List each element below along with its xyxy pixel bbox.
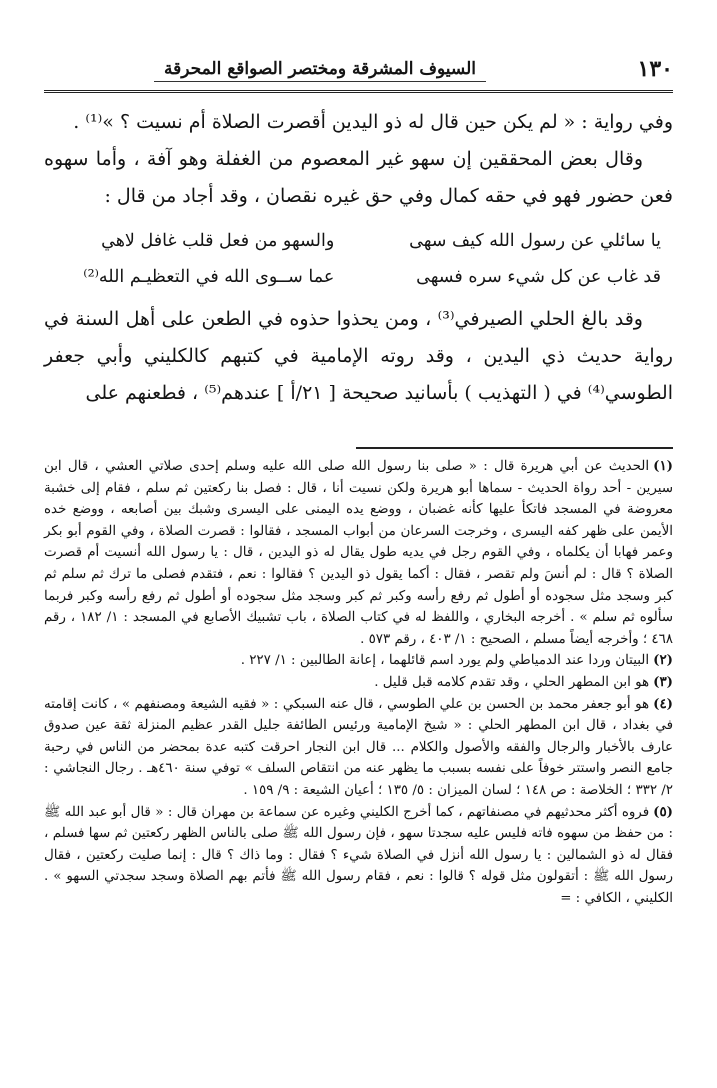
paragraph: وقد بالغ الحلي الصيرفي⁽³⁾ ، ومن يحذوا حذوه في الطعن على أهل السنة في رواية حديث ذي اليدين ، وقد روته الإمامية في كتبهم كالكليني وأبي جعفر الطوسي⁽⁴⁾ في ( التهذيب ) بأسانيد صحيحة [ ٢١/أ ] عندهم⁽⁵⁾ ، فطعنهم على: [44, 308, 673, 404]
footnote-text: فروه أكثر محدثيهم في مصنفاتهم ، كما أخرج الكليني وغيره عن سماعة بن مهران قال : « قال أبو عبد الله ﷺ : من حفظ من سهوه فاته فليس عليه سجدتا سهو ، فإن رسول الله ﷺ صلى بالناس الظهر ركعتين ثم سها فسلم ، فقال له ذو الشمالين : يا رسول الله أنزل في الصلاة شيء ؟ فقال : وما ذاك ؟ قال : إنما صليت ركعتين ، فقال رسول الله ﷺ : أتقولون مثل قوله ؟ قالوا : نعم ، فقام رسول الله ﷺ فأتم بهم الصلاة وسجد سجدتي السهو » . الكليني ، الكافي : =: [44, 804, 673, 906]
poem-verses: [44, 223, 673, 295]
page-number: ١٣٠: [637, 56, 673, 82]
footnote-number: (٥): [653, 803, 673, 820]
main-text: [44, 104, 673, 412]
verse-second-hemistich: عما ســوى الله في التعظيـم الله⁽²⁾: [83, 267, 335, 287]
footnote: [44, 694, 673, 802]
footnote-text: البيتان وردا عند الدمياطي ولم يورد اسم قائلهما ، إعانة الطالبين : ١/ ٢٢٧ .: [240, 653, 650, 669]
footnote-text: الحديث عن أبي هريرة قال : « صلى بنا رسول الله صلى الله عليه وسلم إحدى صلاتي العشي ، قال ابن سيرين - أحد رواة الحديث - سماها أبو هريرة ولكن نسيت أنا ، قال : فصل بنا ركعتين ثم سلم ، فقام إلى خشبة معروضة في المسجد فاتكأ عليها كأنه غضبان ، ووضع يده اليمنى على اليسرى وشبك بين أصابعه ، ووضع خده الأيمن على ظهر كفه اليسرى ، وخرجت السرعان من أبواب المسجد ، فقالوا : قصرت الصلاة ، وفي القوم أبو بكر وعمر فهابا أن يكلماه ، وفي القوم رجل في يديه طول يقال له ذو اليدين ، قال : يا رسول الله أنسيت أم قصرت الصلاة ؟ قال : لم أنسَ ولم تقصر ، فقال : أكما يقول ذو اليدين ؟ فقالوا : نعم ، فتقدم فصلى ما ترك ثم سلم ثم كبر وسجد مثل سجوده أو أطول ثم رفع رأسه وكبر ثم كبر وسجد مثل سجوده أو أطول ثم رفع رأسه وكبر فربما سألوه ثم سلم » . أخرجه البخاري ، واللفظ له في كتاب الصلاة ، باب تشبيك الأصابع في المسجد : ١/ ١٨٢ ، رقم ٤٦٨ ؛ وأخرجه أيضاً مسلم ، الصحيح : ١/ ٤٠٣ ، رقم ٥٧٣ .: [44, 459, 674, 647]
running-title: السيوف المشرقة ومختصر الصواقع المحرقة: [154, 57, 486, 82]
verse-second-hemistich: والسهو من فعل قلب غافل لاهي: [101, 231, 335, 251]
footnote-number: (٢): [653, 652, 673, 669]
paragraph: وفي رواية : « لم يكن حين قال له ذو اليدين أقصرت الصلاة أم نسيت ؟ »⁽¹⁾ .: [73, 111, 673, 133]
footnote-text: هو أبو جعفر محمد بن الحسن بن علي الطوسي ، قال عنه السبكي : « فقيه الشيعة ومصنفهم » ، كانت إقامته في بغداد ، قال ابن المطهر الحلي : « شيخ الإمامية ورئيس الطائفة جليل القدر عظيم المنزلة ثقة عين صدوق عارف بالأخبار والرجال والفقه والأصول والكلام ... قال ابن النجار احرقت كتبه عدة بمحضر من الناس في رحبة جامع النصر واستتر خوفاً على نفسه بسبب ما يظهر عنه من انتقاص السلف » توفي سنة ٤٦٠هـ . رجال النجاشي : ٢/ ٣٣٢ ؛ الخلاصة : ص ١٤٨ ؛ لسان الميزان : ٥/ ١٣٥ ؛ أعيان الشيعة : ٩/ ١٥٩ .: [44, 696, 673, 798]
footnote: [44, 802, 673, 910]
verse-line: [44, 259, 673, 295]
footnote-number: (٤): [653, 695, 673, 712]
footnote-number: (١): [653, 458, 673, 474]
verse-first-hemistich: قد غاب عن كل شيء سره فسهى: [416, 267, 661, 287]
verse-first-hemistich: يا سائلي عن رسول الله كيف سهى: [409, 231, 661, 251]
footnote: [44, 672, 673, 694]
header-divider: [44, 90, 673, 93]
footnotes: [44, 456, 673, 909]
page-header: [44, 50, 673, 88]
footnote-divider: [356, 447, 673, 449]
verse-line: [44, 223, 673, 259]
footnote-text: هو ابن المطهر الحلي ، وقد تقدم كلامه قبل قليل .: [374, 674, 650, 690]
footnote: [44, 456, 673, 650]
footnote: [44, 650, 673, 672]
paragraph: وقال بعض المحققين إن سهو غير المعصوم من الغفلة وهو آفة ، وأما سهوه فعن حضور فهو في حقه كمال وفي حق غيره نقصان ، وقد أجاد من قال :: [44, 148, 673, 207]
footnote-number: (٣): [653, 673, 673, 690]
